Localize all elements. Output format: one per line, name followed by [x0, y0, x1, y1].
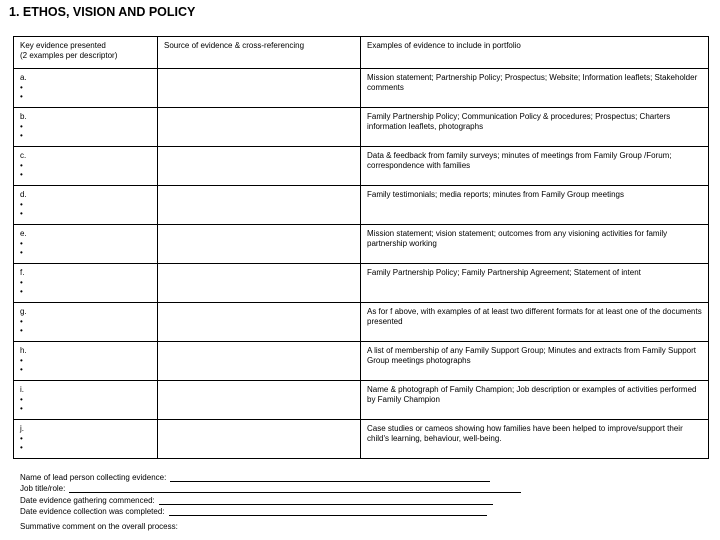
key-evidence-cell[interactable] [14, 108, 158, 147]
examples-cell: As for f above, with examples of at least two different formats for at least one of the documents presented [361, 303, 709, 342]
examples-cell: Family testimonials; media reports; minutes from Family Group meetings [361, 186, 709, 225]
table-row [14, 147, 709, 186]
table-row [14, 186, 709, 225]
key-evidence-cell[interactable] [14, 264, 158, 303]
bullet-1: • [20, 277, 23, 287]
header-examples: Examples of evidence to include in portfolio [361, 37, 709, 69]
examples-cell: Mission statement; Partnership Policy; Prospectus; Website; Information leaflets; Stakeholder comments [361, 69, 709, 108]
key-evidence-cell[interactable] [14, 381, 158, 420]
header-key-evidence: Key evidence presented (2 examples per descriptor) [14, 37, 158, 69]
bullet-1: • [20, 355, 23, 365]
date-completed-field[interactable] [20, 505, 521, 517]
job-title-label: Job title/role: [20, 484, 66, 493]
key-evidence-cell[interactable] [14, 420, 158, 459]
bullet-2: • [20, 209, 23, 218]
evidence-table [13, 36, 709, 459]
date-completed-label: Date evidence collection was completed: [20, 507, 165, 516]
row-label: e. [20, 229, 27, 238]
bullet-1: • [20, 121, 23, 131]
date-commenced-line[interactable] [159, 496, 493, 505]
examples-cell: Family Partnership Policy; Family Partnership Agreement; Statement of intent [361, 264, 709, 303]
bullet-2: • [20, 92, 23, 101]
bullet-2: • [20, 443, 23, 452]
bullet-2: • [20, 170, 23, 179]
source-cell[interactable] [158, 303, 361, 342]
bullet-1: • [20, 394, 23, 404]
key-evidence-cell[interactable] [14, 303, 158, 342]
table-header-row [14, 37, 709, 69]
bullet-1: • [20, 82, 23, 92]
lead-person-label: Name of lead person collecting evidence: [20, 472, 167, 482]
examples-cell: A list of membership of any Family Support Group; Minutes and extracts from Family Support Group meetings photographs [361, 342, 709, 381]
bullet-2: • [20, 326, 23, 335]
table-row [14, 420, 709, 459]
source-cell[interactable] [158, 69, 361, 108]
examples-cell: Family Partnership Policy; Communication Policy & procedures; Prospectus; Charters information leaflets, photographs [361, 108, 709, 147]
table-row [14, 303, 709, 342]
job-title-line[interactable] [69, 484, 521, 493]
source-cell[interactable] [158, 342, 361, 381]
examples-cell: Name & photograph of Family Champion; Job description or examples of activities performed by Family Champion [361, 381, 709, 420]
key-evidence-cell[interactable] [14, 147, 158, 186]
key-evidence-cell[interactable] [14, 225, 158, 264]
section-title: 1. ETHOS, VISION AND POLICY [9, 5, 196, 19]
source-cell[interactable] [158, 264, 361, 303]
key-evidence-cell[interactable] [14, 342, 158, 381]
examples-cell: Data & feedback from family surveys; minutes of meetings from Family Group /Forum; correspondence with families [361, 147, 709, 186]
row-label: j. [20, 424, 24, 433]
table-row [14, 108, 709, 147]
job-title-field[interactable] [20, 482, 521, 494]
bullet-1: • [20, 316, 23, 326]
row-label: h. [20, 346, 27, 355]
source-cell[interactable] [158, 147, 361, 186]
table-row [14, 225, 709, 264]
row-label: g. [20, 307, 27, 316]
key-evidence-cell[interactable] [14, 69, 158, 108]
header-source: Source of evidence & cross-referencing [158, 37, 361, 69]
key-evidence-cell[interactable] [14, 186, 158, 225]
source-cell[interactable] [158, 108, 361, 147]
row-label: c. [20, 151, 27, 160]
examples-cell: Mission statement; vision statement; outcomes from any visioning activities for family partnership working [361, 225, 709, 264]
table-row [14, 381, 709, 420]
bullet-2: • [20, 131, 23, 140]
date-commenced-label: Date evidence gathering commenced: [20, 495, 155, 505]
source-cell[interactable] [158, 420, 361, 459]
source-cell[interactable] [158, 225, 361, 264]
table-row [14, 342, 709, 381]
date-commenced-field[interactable] [20, 493, 521, 505]
bullet-2: • [20, 404, 23, 413]
bullet-1: • [20, 160, 23, 170]
lead-person-field[interactable] [20, 470, 521, 482]
lead-person-line[interactable] [170, 473, 490, 482]
footer-fields [20, 470, 521, 531]
source-cell[interactable] [158, 381, 361, 420]
source-cell[interactable] [158, 186, 361, 225]
row-label: f. [20, 268, 25, 277]
row-label: i. [20, 385, 24, 394]
bullet-2: • [20, 365, 23, 374]
table-row [14, 264, 709, 303]
bullet-1: • [20, 433, 23, 443]
row-label: d. [20, 190, 27, 199]
row-label: b. [20, 112, 27, 121]
examples-cell: Case studies or cameos showing how families have been helped to improve/support their child's learning, behaviour, well-being. [361, 420, 709, 459]
bullet-2: • [20, 287, 23, 296]
date-completed-line[interactable] [169, 507, 487, 516]
summative-comment-label: Summative comment on the overall process: [20, 522, 178, 531]
bullet-1: • [20, 199, 23, 209]
table-row [14, 69, 709, 108]
summative-comment [20, 516, 521, 531]
bullet-1: • [20, 238, 23, 248]
row-label: a. [20, 73, 27, 82]
bullet-2: • [20, 248, 23, 257]
